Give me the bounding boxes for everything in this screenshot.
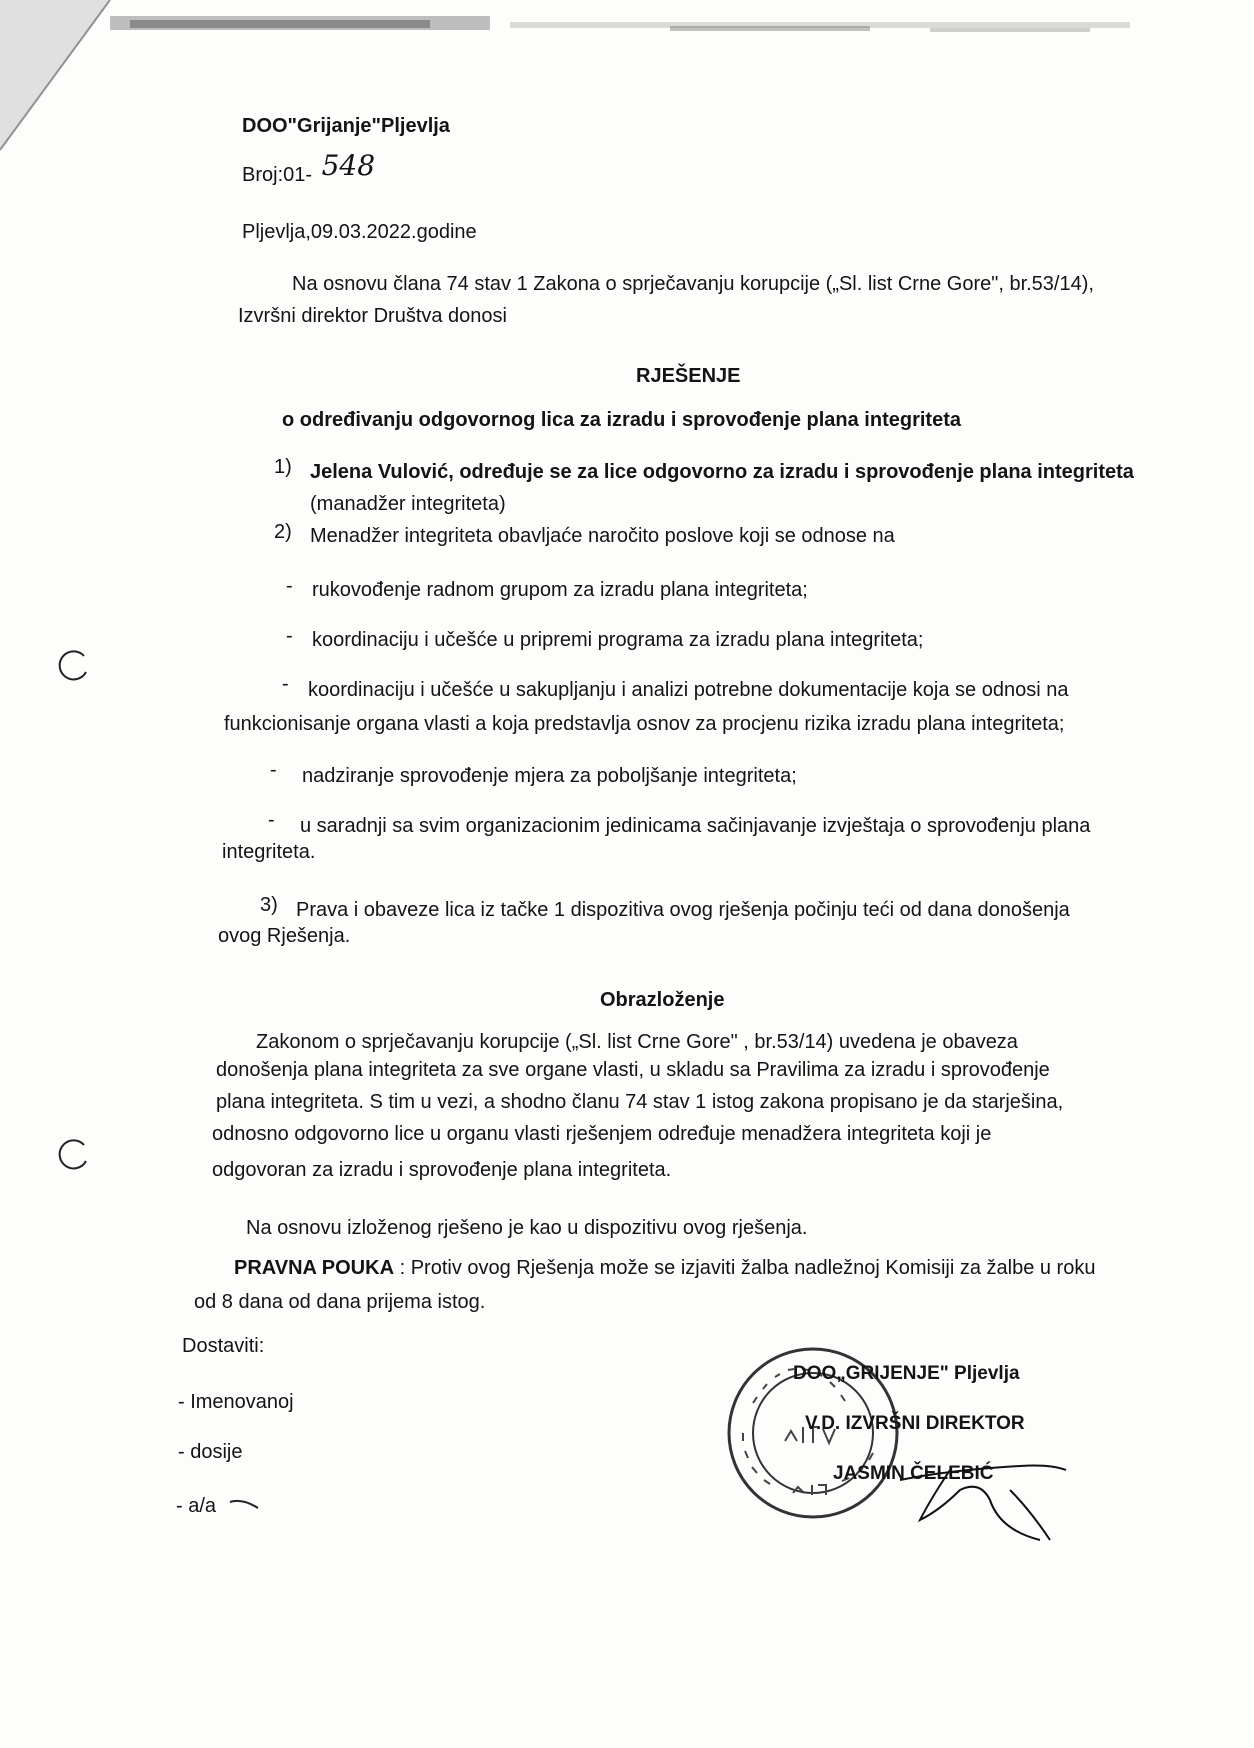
- handwritten-number: 548: [321, 149, 376, 182]
- item-1-line-2: (manadžer integriteta): [310, 493, 506, 515]
- punch-hole-icon: [54, 648, 90, 684]
- bullet-4-text: nadziranje sprovođenje mjera za poboljšanje integriteta;: [302, 765, 797, 787]
- signature-role: V.D. IZVRŠNI DIREKTOR: [805, 1413, 1025, 1434]
- item-3-line-1: Prava i obaveze lica iz tačke 1 dispozitiva ovog rješenja počinju teći od dana donošenja: [296, 899, 1070, 921]
- signature-name: JASMIN ČELEBIĆ: [833, 1463, 994, 1484]
- bullet-dash: -: [268, 809, 275, 831]
- reasoning-line: odnosno odgovorno lice u organu vlasti rješenjem određuje menadžera integriteta koji je: [212, 1123, 992, 1145]
- item-1-line-1: [310, 460, 1134, 484]
- reasoning-line: plana integriteta. S tim u vezi, a shodno članu 74 stav 1 istog zakona propisano je da starješina,: [216, 1091, 1064, 1113]
- bullet-1-text: rukovođenje radnom grupom za izradu plana integriteta;: [312, 579, 808, 601]
- company-header: DOO"Grijanje"Pljevlja: [242, 115, 450, 137]
- document-number: [242, 149, 376, 187]
- punch-hole-icon: [54, 1137, 90, 1173]
- place-date: Pljevlja,09.03.2022.godine: [242, 221, 477, 243]
- scan-edge-artifact: [110, 8, 1130, 48]
- item-number: 3): [260, 894, 278, 916]
- reasoning-line: odgovoran za izradu i sprovođenje plana integriteta.: [212, 1159, 672, 1181]
- document-subtitle: o određivanju odgovornog lica za izradu i sprovođenje plana integriteta: [282, 409, 961, 431]
- bullet-5-line-1: u saradnji sa svim organizacionim jedinicama sačinjavanje izvještaja o sprovođenju plana: [300, 815, 1091, 837]
- legal-notice-line-1: [234, 1256, 1095, 1280]
- handwritten-tick: [228, 1496, 260, 1512]
- legal-notice-label: PRAVNA POUKA: [234, 1257, 395, 1279]
- delivery-recipient: - Imenovanoj: [178, 1391, 294, 1413]
- page-fold-shadow: [0, 0, 130, 160]
- bullet-3-line-2: funkcionisanje organa vlasti a koja predstavlja osnov za procjenu rizika izradu plana integriteta;: [224, 713, 1065, 735]
- intro-line-1: Na osnovu člana 74 stav 1 Zakona o sprječavanju korupcije („Sl. list Crne Gore", br.53/14),: [292, 273, 1094, 295]
- document-number-prefix: Broj:01-: [242, 164, 313, 186]
- item-3-line-2: ovog Rješenja.: [218, 925, 351, 947]
- reasoning-line: Zakonom o sprječavanju korupcije („Sl. list Crne Gore" , br.53/14) uvedena je obaveza: [256, 1031, 1018, 1053]
- legal-notice-text: : Protiv ovog Rješenja može se izjaviti žalba nadležnoj Komisiji za žalbe u roku: [399, 1257, 1096, 1279]
- bullet-5-line-2: integriteta.: [222, 841, 316, 863]
- bullet-dash: -: [286, 625, 293, 647]
- bullet-3-line-1: koordinaciju i učešće u sakupljanju i analizi potrebne dokumentacije koja se odnosi na: [308, 679, 1069, 701]
- bullet-dash: -: [270, 759, 277, 781]
- item-2-line-1: Menadžer integriteta obavljaće naročito poslove koji se odnose na: [310, 525, 895, 547]
- delivery-recipient: - dosije: [178, 1441, 243, 1463]
- signature-company: DOO„GRIJENJE" Pljevlja: [793, 1363, 1020, 1384]
- bullet-dash: -: [282, 673, 289, 695]
- document-title: RJEŠENJE: [636, 365, 741, 387]
- conclusion: Na osnovu izloženog rješeno je kao u dispozitivu ovog rješenja.: [246, 1217, 808, 1239]
- item-number: 2): [274, 521, 292, 543]
- item-1-text: Jelena Vulović, određuje se za lice odgovorno za izradu i sprovođenje plana integriteta: [310, 461, 1134, 483]
- intro-line-2: Izvršni direktor Društva donosi: [238, 305, 507, 327]
- handwritten-signature: [890, 1430, 1070, 1550]
- item-number: 1): [274, 456, 292, 478]
- delivery-recipient: - a/a: [176, 1495, 217, 1517]
- reasoning-line: donošenja plana integriteta za sve organe vlasti, u skladu sa Pravilima za izradu i sprovođenje: [216, 1059, 1050, 1081]
- reasoning-title: Obrazloženje: [600, 989, 725, 1011]
- bullet-2-text: koordinaciju i učešće u pripremi programa za izradu plana integriteta;: [312, 629, 924, 651]
- delivery-title: Dostaviti:: [182, 1335, 265, 1357]
- bullet-dash: -: [286, 575, 293, 597]
- legal-notice-line-2: od 8 dana od dana prijema istog.: [194, 1291, 486, 1313]
